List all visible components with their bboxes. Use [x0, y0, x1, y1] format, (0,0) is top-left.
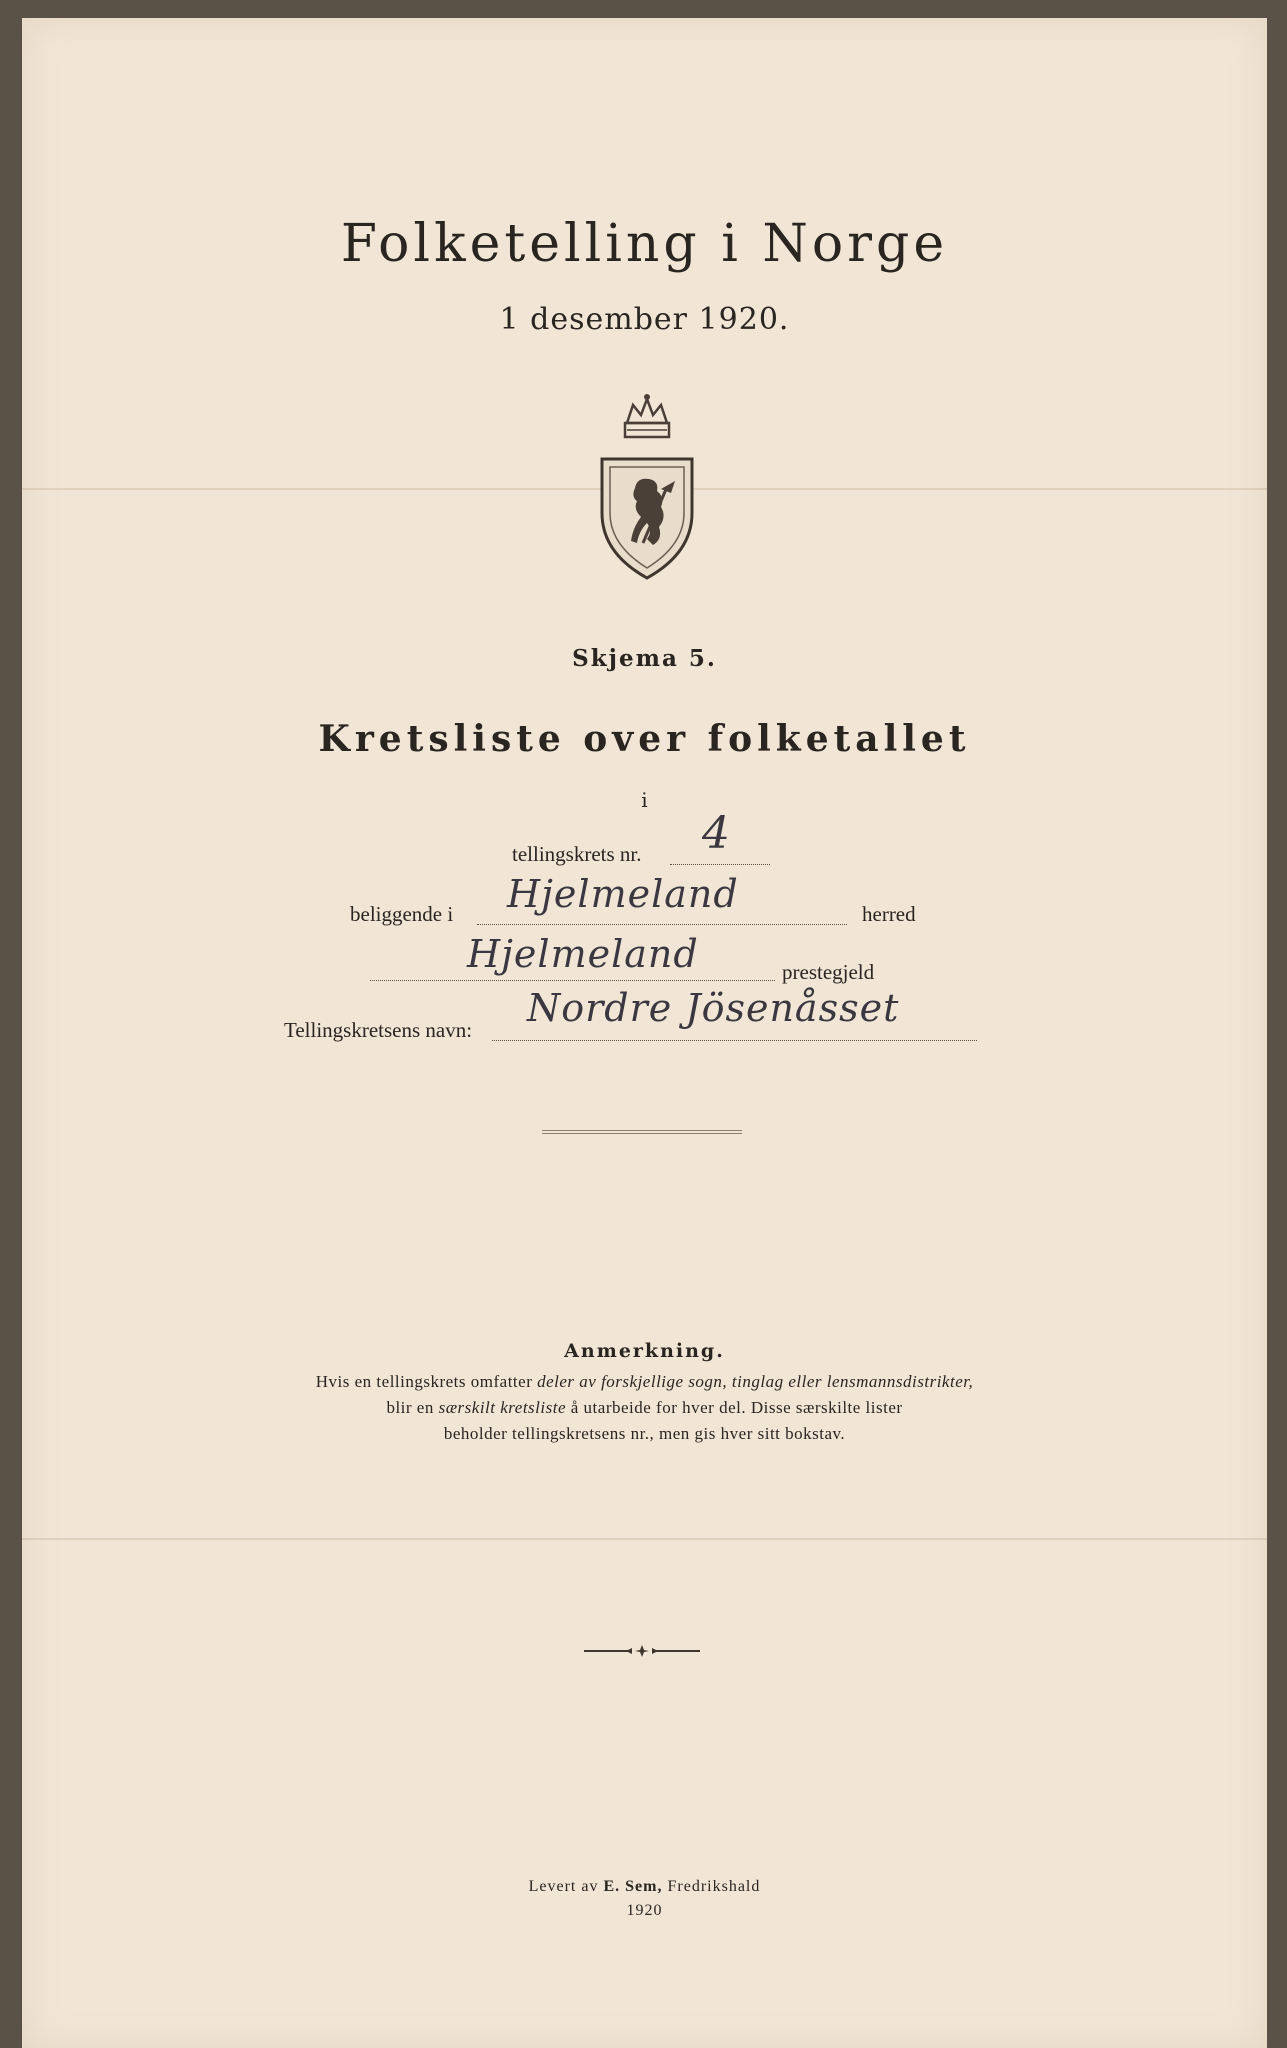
- publisher-name: E. Sem,: [603, 1878, 663, 1895]
- paper-fold: [22, 1538, 1267, 1540]
- ornament-divider-icon: [582, 1643, 702, 1659]
- divider-rule: [542, 1130, 742, 1134]
- publication-year: 1920: [626, 1902, 663, 1919]
- note-line-2: [22, 1398, 1267, 1418]
- note-title: Anmerkning.: [564, 1340, 725, 1362]
- note-emphasis: deler av forskjellige sogn, tinglag eller lensmannsdistrikter,: [537, 1372, 974, 1391]
- herred-label: herred: [862, 902, 916, 926]
- prestegjeld-value: Hjelmeland: [467, 932, 699, 976]
- census-date: 1 desember 1920.: [499, 302, 790, 337]
- note-emphasis: særskilt kretsliste: [438, 1398, 566, 1417]
- document-title: Folketelling i Norge: [340, 214, 949, 274]
- prestegjeld-label: prestegjeld: [782, 960, 875, 984]
- navn-dotline: [492, 1040, 977, 1041]
- publisher-line: [22, 1878, 1267, 1896]
- krets-dotline: [670, 864, 770, 865]
- note-text: blir en: [386, 1398, 439, 1417]
- document-page: [22, 18, 1267, 2048]
- schema-number: Skjema 5.: [572, 645, 717, 672]
- note-line-1: [22, 1372, 1267, 1392]
- krets-label: tellingskrets nr.: [512, 842, 642, 866]
- note-text: Hvis en tellingskrets omfatter: [315, 1372, 538, 1391]
- herred-value: Hjelmeland: [507, 872, 739, 916]
- krets-value: 4: [702, 808, 731, 859]
- preposition: i: [641, 788, 648, 812]
- publisher-place: Fredrikshald: [662, 1878, 761, 1895]
- note-text: å utarbeide for hver del. Disse særskilte lister: [566, 1398, 903, 1417]
- norwegian-coat-of-arms-icon: [597, 393, 697, 583]
- note-line-3: beholder tellingskretsens nr., men gis hver sitt bokstav.: [443, 1424, 846, 1443]
- navn-label: Tellingskretsens navn:: [284, 1018, 473, 1042]
- form-heading: Kretsliste over folketallet: [318, 718, 971, 760]
- herred-dotline: [477, 924, 847, 925]
- prestegjeld-dotline: [370, 980, 775, 981]
- navn-value: Nordre Jösenåsset: [527, 986, 900, 1030]
- beliggende-label: beliggende i: [350, 902, 454, 926]
- publisher-text: Levert av: [528, 1878, 604, 1895]
